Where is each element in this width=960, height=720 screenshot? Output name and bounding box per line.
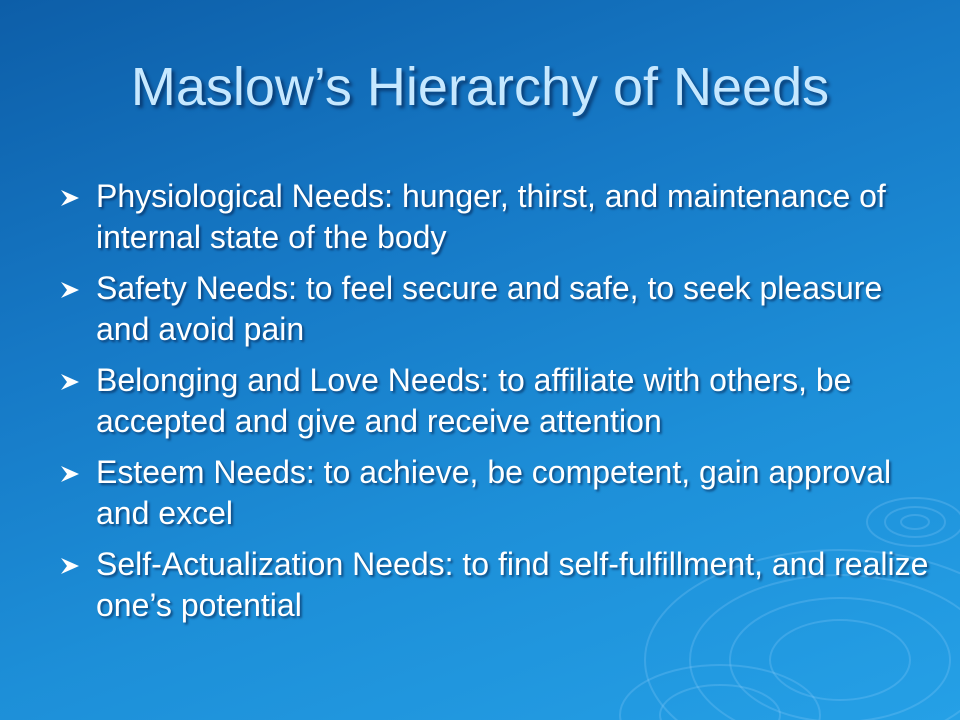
bullet-item-belonging: [56, 360, 936, 442]
bullet-text: Physiological Needs: hunger, thirst, and maintenance of internal state of the body: [96, 178, 886, 255]
bullet-item-esteem: [56, 452, 936, 534]
bullet-text: Self-Actualization Needs: to find self-fulfillment, and realize one’s potential: [96, 546, 929, 623]
arrowhead-bullet-icon: [60, 281, 80, 299]
bullet-item-self-actualization: [56, 544, 936, 626]
bullet-item-safety: [56, 268, 936, 350]
bullet-text: Esteem Needs: to achieve, be competent, gain approval and excel: [96, 454, 892, 531]
bullet-list: [56, 176, 936, 636]
arrowhead-bullet-icon: [60, 189, 80, 207]
arrowhead-bullet-icon: [60, 465, 80, 483]
slide-title: Maslow’s Hierarchy of Needs: [130, 57, 830, 117]
bullet-text: Belonging and Love Needs: to affiliate with others, be accepted and give and receive attention: [96, 362, 852, 439]
arrowhead-bullet-icon: [60, 373, 80, 391]
arrowhead-bullet-icon: [60, 557, 80, 575]
bullet-text: Safety Needs: to feel secure and safe, to seek pleasure and avoid pain: [96, 270, 883, 347]
bullet-item-physiological: [56, 176, 936, 258]
